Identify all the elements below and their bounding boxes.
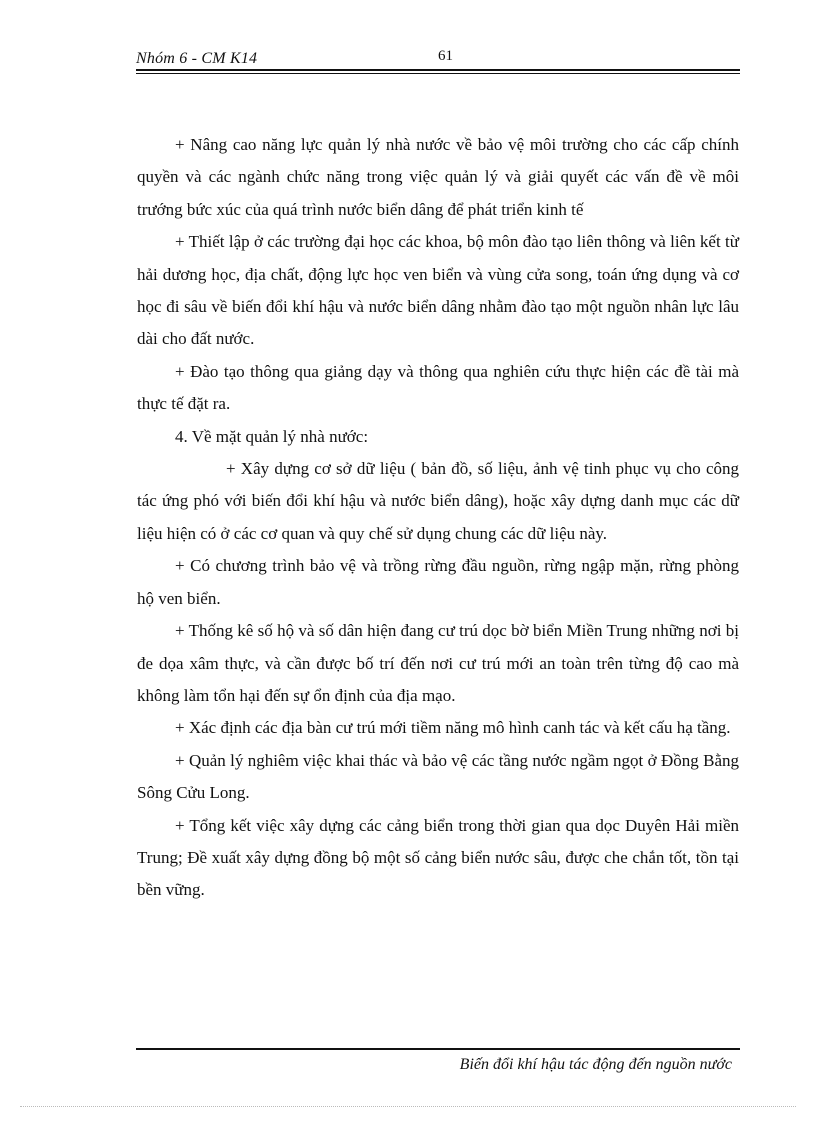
document-body bbox=[137, 129, 739, 907]
page-footer bbox=[136, 1048, 740, 1088]
header-rule-secondary bbox=[136, 73, 740, 74]
paragraph-database: + Xây dựng cơ sở dữ liệu ( bản đồ, số liệu, ảnh vệ tinh phục vụ cho công tác ứng phó với biến đổi khí hậu và nước biển dâng), hoặc xây dựng danh mục các dữ liệu hiện có ở các cơ quan và quy chế sử dụng chung các dữ liệu này. bbox=[137, 459, 739, 543]
paragraph-seaports: + Tổng kết việc xây dựng các cảng biển trong thời gian qua dọc Duyên Hải miền Trung; Đề xuất xây dựng đồng bộ một số cảng biển nước sâu, được che chắn tốt, tồn tại bền vững. bbox=[137, 815, 739, 900]
paragraph-new-settlement: + Xác định các địa bàn cư trú mới tiềm năng mô hình canh tác và kết cấu hạ tầng. bbox=[175, 718, 731, 738]
paragraph-forest-protection: + Có chương trình bảo vệ và trồng rừng đầu nguồn, rừng ngập mặn, rừng phòng hộ ven biển. bbox=[137, 556, 739, 608]
header-group-label: Nhóm 6 - CM K14 bbox=[136, 50, 258, 67]
paragraph-management-capacity: + Nâng cao năng lực quản lý nhà nước về bảo vệ môi trường cho các cấp chính quyền và các ngành chức năng trong việc quản lý và giải quyết các vấn đề về môi trướng bức xúc của quá trình nước biển dâng để phát triển kinh tế bbox=[137, 135, 739, 219]
footer-title: Biến đổi khí hậu tác động đến nguồn nước bbox=[459, 1056, 732, 1073]
footer-rule bbox=[136, 1048, 740, 1050]
page-number: 61 bbox=[438, 48, 453, 64]
page-header bbox=[136, 44, 740, 74]
paragraph-household-statistics: + Thống kê số hộ và số dân hiện đang cư trú dọc bờ biển Miền Trung những nơi bị đe dọa xâm thực, và cần được bố trí đến nơi cư trú mới an toàn trên từng độ cao mà không làm tổn hại đến sự ổn định của địa mạo. bbox=[137, 621, 739, 705]
section-heading-state-management: 4. Về mặt quản lý nhà nước: bbox=[175, 426, 369, 446]
page-bottom-border bbox=[20, 1106, 796, 1107]
paragraph-groundwater: + Quản lý nghiêm việc khai thác và bảo vệ các tầng nước ngầm ngọt ở Đồng Bằng Sông Cửu Long. bbox=[137, 750, 739, 803]
paragraph-university-training: + Thiết lập ở các trường đại học các khoa, bộ môn đào tạo liên thông và liên kết từ hải dương học, địa chất, động lực học ven biển và vùng cửa song, toán ứng dụng và cơ học đi sâu về biến đổi khí hậu và nước biển dâng nhằm đào tạo một nguồn nhân lực lâu dài cho đất nước. bbox=[137, 232, 739, 349]
header-rule bbox=[136, 69, 740, 71]
paragraph-research-training: + Đào tạo thông qua giảng dạy và thông qua nghiên cứu thực hiện các đề tài mà thực tế đặt ra. bbox=[137, 361, 739, 414]
